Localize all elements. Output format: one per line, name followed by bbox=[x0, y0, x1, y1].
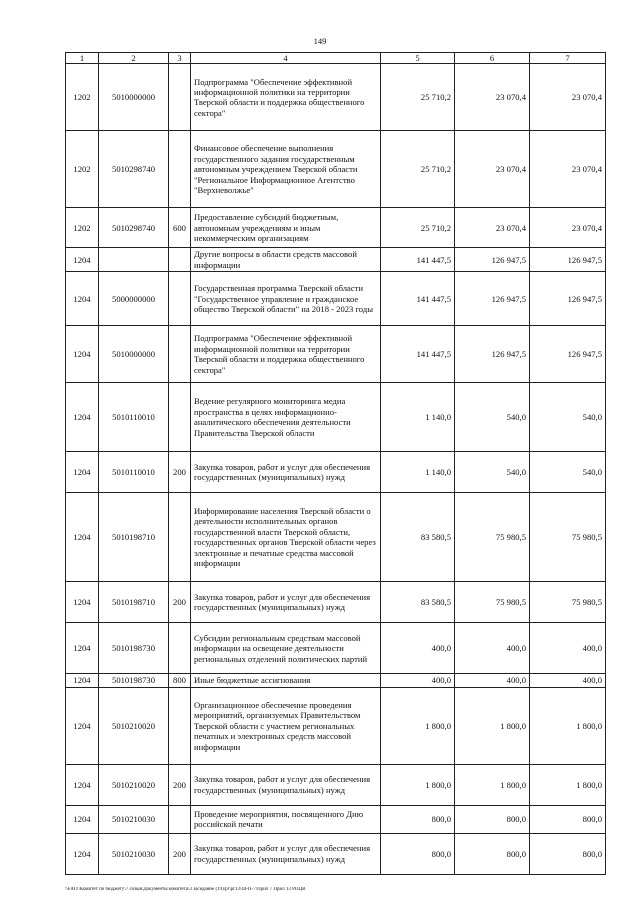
amount-cell: 540,0 bbox=[455, 383, 530, 452]
amount-cell: 1 800,0 bbox=[455, 764, 530, 805]
description-cell: Закупка товаров, работ и услуг для обеспечения государственных (муниципальных) нужд bbox=[191, 764, 381, 805]
table-row bbox=[66, 582, 606, 623]
table-row bbox=[66, 64, 606, 131]
expense-type-cell: 200 bbox=[169, 833, 191, 874]
description-cell: Закупка товаров, работ и услуг для обеспечения государственных (муниципальных) нужд bbox=[191, 833, 381, 874]
description-cell: Иные бюджетные ассигнования bbox=[191, 674, 381, 687]
amount-cell: 83 580,5 bbox=[381, 582, 455, 623]
amount-cell: 25 710,2 bbox=[381, 131, 455, 208]
description-cell: Финансовое обеспечение выполнения государственного задания государственным автономным учреждением Тверской области "Региональное Информационное Агентство "Верхневолжье" bbox=[191, 131, 381, 208]
section-code-cell: 1204 bbox=[66, 493, 99, 582]
expense-type-cell bbox=[169, 687, 191, 764]
amount-cell: 1 140,0 bbox=[381, 452, 455, 493]
page-number: 149 bbox=[313, 36, 327, 46]
section-code-cell: 1204 bbox=[66, 582, 99, 623]
amount-cell: 23 070,4 bbox=[455, 131, 530, 208]
header-row bbox=[66, 53, 606, 64]
column-header: 5 bbox=[381, 53, 455, 64]
target-article-cell: 5010298740 bbox=[99, 131, 169, 208]
section-code-cell: 1204 bbox=[66, 764, 99, 805]
expense-type-cell: 600 bbox=[169, 208, 191, 248]
amount-cell: 540,0 bbox=[530, 383, 606, 452]
amount-cell: 800,0 bbox=[381, 833, 455, 874]
table-row bbox=[66, 383, 606, 452]
section-code-cell: 1204 bbox=[66, 248, 99, 272]
section-code-cell: 1204 bbox=[66, 326, 99, 383]
description-cell: Закупка товаров, работ и услуг для обеспечения государственных (муниципальных) нужд bbox=[191, 452, 381, 493]
amount-cell: 141 447,5 bbox=[381, 272, 455, 326]
section-code-cell: 1204 bbox=[66, 452, 99, 493]
amount-cell: 23 070,4 bbox=[455, 64, 530, 131]
table-row bbox=[66, 674, 606, 687]
section-code-cell: 1202 bbox=[66, 208, 99, 248]
target-article-cell: 5010210030 bbox=[99, 833, 169, 874]
section-code-cell: 1204 bbox=[66, 805, 99, 833]
amount-cell: 126 947,5 bbox=[455, 326, 530, 383]
amount-cell: 126 947,5 bbox=[530, 326, 606, 383]
section-code-cell: 1204 bbox=[66, 623, 99, 674]
amount-cell: 23 070,4 bbox=[455, 208, 530, 248]
amount-cell: 1 800,0 bbox=[530, 687, 606, 764]
amount-cell: 540,0 bbox=[530, 452, 606, 493]
amount-cell: 1 800,0 bbox=[455, 687, 530, 764]
amount-cell: 1 800,0 bbox=[381, 687, 455, 764]
expense-type-cell bbox=[169, 493, 191, 582]
description-cell: Организационное обеспечение проведения мероприятий, организуемых Правительством Тверской области с участием региональных печатных и электронных средств массовой информации bbox=[191, 687, 381, 764]
amount-cell: 75 980,5 bbox=[455, 582, 530, 623]
amount-cell: 23 070,4 bbox=[530, 64, 606, 131]
amount-cell: 540,0 bbox=[455, 452, 530, 493]
amount-cell: 126 947,5 bbox=[530, 248, 606, 272]
table-row bbox=[66, 272, 606, 326]
target-article-cell: 5010298740 bbox=[99, 208, 169, 248]
budget-table bbox=[65, 52, 606, 875]
amount-cell: 400,0 bbox=[381, 623, 455, 674]
table-row bbox=[66, 493, 606, 582]
section-code-cell: 1204 bbox=[66, 687, 99, 764]
amount-cell: 400,0 bbox=[455, 623, 530, 674]
target-article-cell: 5010210020 bbox=[99, 687, 169, 764]
amount-cell: 1 140,0 bbox=[381, 383, 455, 452]
table-row bbox=[66, 326, 606, 383]
amount-cell: 400,0 bbox=[530, 674, 606, 687]
amount-cell: 400,0 bbox=[455, 674, 530, 687]
target-article-cell bbox=[99, 248, 169, 272]
section-code-cell: 1204 bbox=[66, 674, 99, 687]
section-code-cell: 1204 bbox=[66, 383, 99, 452]
expense-type-cell bbox=[169, 272, 191, 326]
table-row bbox=[66, 248, 606, 272]
amount-cell: 1 800,0 bbox=[381, 764, 455, 805]
table-row bbox=[66, 764, 606, 805]
amount-cell: 75 980,5 bbox=[455, 493, 530, 582]
expense-type-cell bbox=[169, 64, 191, 131]
column-header: 7 bbox=[530, 53, 606, 64]
section-code-cell: 1204 bbox=[66, 833, 99, 874]
target-article-cell: 5010000000 bbox=[99, 64, 169, 131]
amount-cell: 75 980,5 bbox=[530, 582, 606, 623]
expense-type-cell bbox=[169, 326, 191, 383]
description-cell: Другие вопросы в области средств массовой информации bbox=[191, 248, 381, 272]
file-path-footer: \\FAIT\Комитет по бюджету\7 созыв\Документы комитета\3 заседание (19)\pr\pr13\44-П-7\Прил 7 Прил 13 РПЦВ bbox=[65, 887, 306, 892]
target-article-cell: 5010210030 bbox=[99, 805, 169, 833]
column-header: 6 bbox=[455, 53, 530, 64]
amount-cell: 400,0 bbox=[530, 623, 606, 674]
amount-cell: 1 800,0 bbox=[530, 764, 606, 805]
table-row bbox=[66, 208, 606, 248]
amount-cell: 126 947,5 bbox=[530, 272, 606, 326]
section-code-cell: 1202 bbox=[66, 64, 99, 131]
amount-cell: 25 710,2 bbox=[381, 208, 455, 248]
column-header: 2 bbox=[99, 53, 169, 64]
target-article-cell: 5010198730 bbox=[99, 674, 169, 687]
expense-type-cell bbox=[169, 248, 191, 272]
amount-cell: 23 070,4 bbox=[530, 131, 606, 208]
amount-cell: 141 447,5 bbox=[381, 326, 455, 383]
target-article-cell: 5010198710 bbox=[99, 493, 169, 582]
table-row bbox=[66, 452, 606, 493]
description-cell: Субсидии региональным средствам массовой информации на освещение деятельности региональных отделений политических партий bbox=[191, 623, 381, 674]
amount-cell: 400,0 bbox=[381, 674, 455, 687]
target-article-cell: 5010110010 bbox=[99, 452, 169, 493]
column-header: 4 bbox=[191, 53, 381, 64]
amount-cell: 126 947,5 bbox=[455, 248, 530, 272]
target-article-cell: 5010198710 bbox=[99, 582, 169, 623]
expense-type-cell: 200 bbox=[169, 452, 191, 493]
section-code-cell: 1204 bbox=[66, 272, 99, 326]
column-header: 3 bbox=[169, 53, 191, 64]
description-cell: Закупка товаров, работ и услуг для обеспечения государственных (муниципальных) нужд bbox=[191, 582, 381, 623]
expense-type-cell bbox=[169, 131, 191, 208]
amount-cell: 75 980,5 bbox=[530, 493, 606, 582]
amount-cell: 83 580,5 bbox=[381, 493, 455, 582]
description-cell: Проведение мероприятия, посвященного Дню российской печати bbox=[191, 805, 381, 833]
target-article-cell: 5000000000 bbox=[99, 272, 169, 326]
expense-type-cell bbox=[169, 805, 191, 833]
amount-cell: 800,0 bbox=[530, 805, 606, 833]
table-row bbox=[66, 131, 606, 208]
description-cell: Государственная программа Тверской области "Государственное управление и гражданское общество Тверской области" на 2018 - 2023 годы bbox=[191, 272, 381, 326]
description-cell: Информирование населения Тверской области о деятельности исполнительных органов государственной власти Тверской области, государственных органов Тверской области через электронные и печатные средства массовой информации bbox=[191, 493, 381, 582]
amount-cell: 800,0 bbox=[455, 805, 530, 833]
target-article-cell: 5010198730 bbox=[99, 623, 169, 674]
amount-cell: 23 070,4 bbox=[530, 208, 606, 248]
column-header: 1 bbox=[66, 53, 99, 64]
table-body bbox=[66, 64, 606, 874]
amount-cell: 800,0 bbox=[455, 833, 530, 874]
table-row bbox=[66, 805, 606, 833]
amount-cell: 25 710,2 bbox=[381, 64, 455, 131]
table-row bbox=[66, 833, 606, 874]
description-cell: Предоставление субсидий бюджетным, автономным учреждениям и иным некоммерческим организациям bbox=[191, 208, 381, 248]
table-row bbox=[66, 623, 606, 674]
expense-type-cell: 800 bbox=[169, 674, 191, 687]
amount-cell: 800,0 bbox=[381, 805, 455, 833]
target-article-cell: 5010000000 bbox=[99, 326, 169, 383]
description-cell: Подпрограмма "Обеспечение эффективной информационной политики на территории Тверской области и поддержка общественного сектора" bbox=[191, 64, 381, 131]
section-code-cell: 1202 bbox=[66, 131, 99, 208]
description-cell: Подпрограмма "Обеспечение эффективной информационной политики на территории Тверской области и поддержка общественного сектора" bbox=[191, 326, 381, 383]
target-article-cell: 5010210020 bbox=[99, 764, 169, 805]
expense-type-cell bbox=[169, 383, 191, 452]
expense-type-cell bbox=[169, 623, 191, 674]
expense-type-cell: 200 bbox=[169, 582, 191, 623]
description-cell: Ведение регулярного мониторинга медиа пространства в целях информационно-аналитического обеспечения деятельности Правительства Тверской области bbox=[191, 383, 381, 452]
amount-cell: 800,0 bbox=[530, 833, 606, 874]
target-article-cell: 5010110010 bbox=[99, 383, 169, 452]
table-row bbox=[66, 687, 606, 764]
expense-type-cell: 200 bbox=[169, 764, 191, 805]
amount-cell: 126 947,5 bbox=[455, 272, 530, 326]
amount-cell: 141 447,5 bbox=[381, 248, 455, 272]
